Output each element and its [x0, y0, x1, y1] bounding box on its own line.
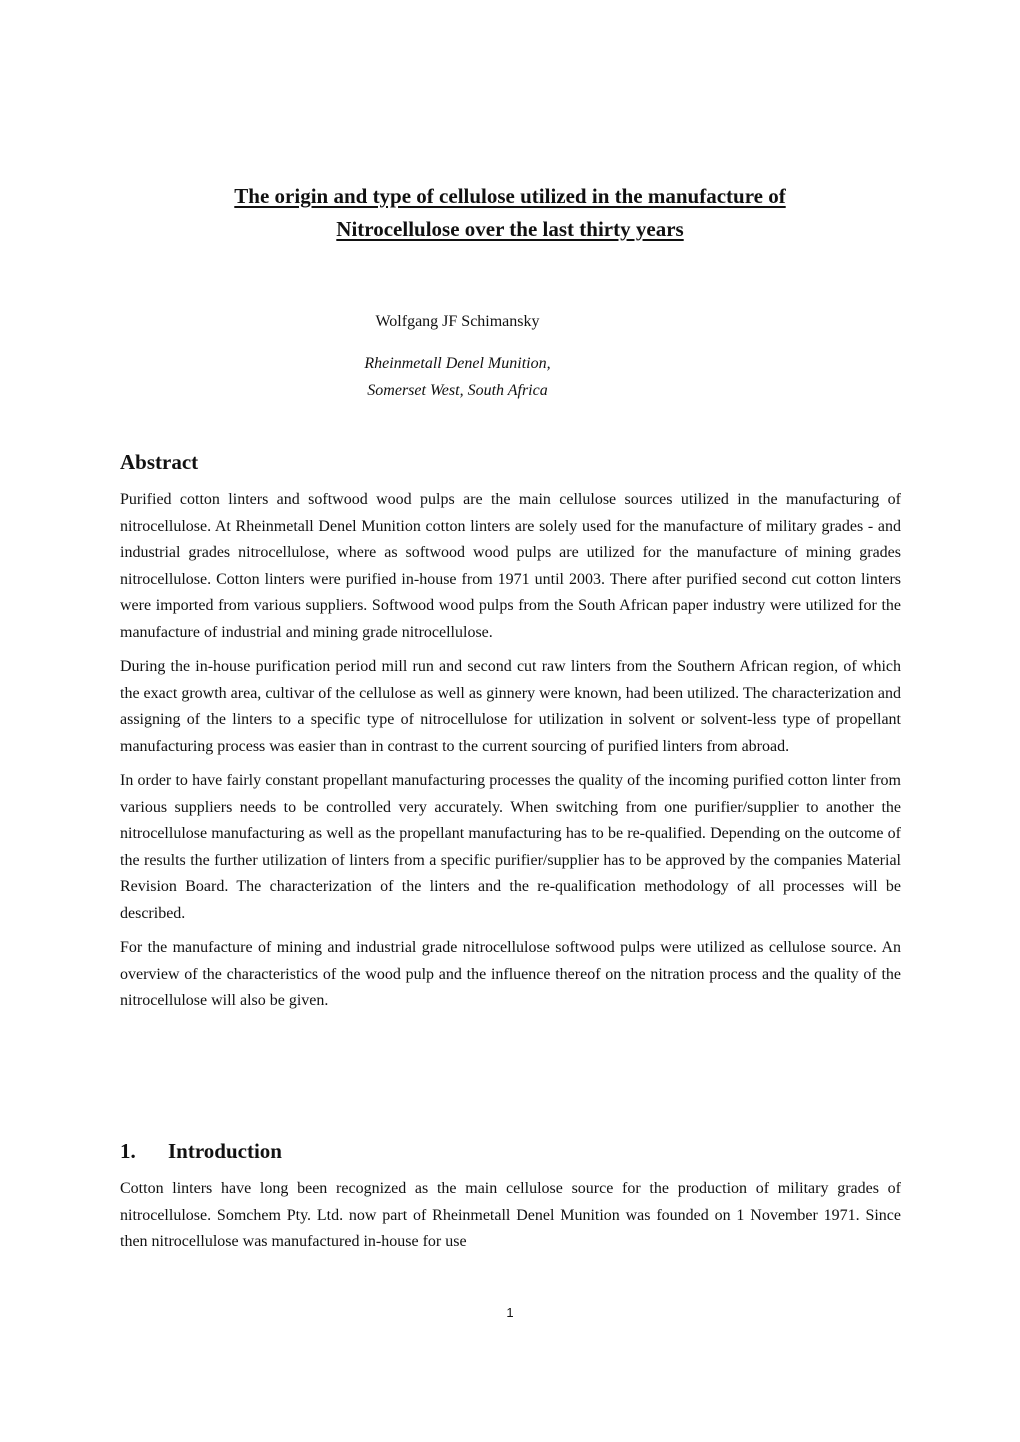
introduction-heading	[120, 1137, 282, 1165]
abstract-heading: Abstract	[120, 450, 199, 474]
abstract-paragraph: In order to have fairly constant propellant manufacturing processes the quality of the incoming purified cotton linter from various suppliers needs to be controlled very accurately. When switching from one purifier/supplier to another the nitrocellulose manufacturing as well as the propellant manufacturing has to be re-qualified. Depending on the outcome of the results the further utilization of linters from a specific purifier/supplier has to be approved by the companies Material Revision Board. The characterization of the linters and the re-qualification methodology of all processes will be described.	[120, 772, 901, 922]
page-number: 1	[506, 1305, 514, 1320]
section-number: 1.	[120, 1139, 136, 1163]
affiliation-line-1: Rheinmetall Denel Munition,	[364, 355, 551, 372]
affiliation-line-2: Somerset West, South Africa	[367, 382, 548, 399]
paper-title	[120, 180, 900, 246]
introduction-paragraph: Cotton linters have long been recognized as the main cellulose source for the production of military grades of nitrocellulose. Somchem Pty. Ltd. now part of Rheinmetall Denel Munition was founded on 1 November 1971. Since then nitrocellulose was manufactured in-house for use	[120, 1180, 901, 1250]
introduction-body	[120, 1176, 901, 1264]
author-name: Wolfgang JF Schimansky	[375, 313, 540, 330]
abstract-paragraph: Purified cotton linters and softwood wood pulps are the main cellulose sources utilized in the manufacturing of nitrocellulose. At Rheinmetall Denel Munition cotton linters are solely used for the manufacture of military grades - and industrial grades nitrocellulose, where as softwood wood pulps are utilized for the manufacture of mining grades nitrocellulose. Cotton linters were purified in-house from 1971 until 2003. There after purified second cut cotton linters were imported from various suppliers. Softwood wood pulps from the South African paper industry were utilized for the manufacture of industrial and mining grade nitrocellulose.	[120, 491, 901, 641]
abstract-paragraph: During the in-house purification period mill run and second cut raw linters from the Southern African region, of which the exact growth area, cultivar of the cellulose as well as ginnery were known, had been utilized. The characterization and assigning of the linters to a specific type of nitrocellulose for utilization in solvent or solvent-less type of propellant manufacturing process was easier than in contrast to the current sourcing of purified linters from abroad.	[120, 658, 901, 755]
title-line-2: Nitrocellulose over the last thirty years	[336, 217, 684, 241]
title-line-1: The origin and type of cellulose utilized in the manufacture of	[234, 184, 786, 208]
section-title: Introduction	[168, 1139, 282, 1163]
abstract-paragraph: For the manufacture of mining and industrial grade nitrocellulose softwood pulps were utilized as cellulose source. An overview of the characteristics of the wood pulp and the influence thereof on the nitration process and the quality of the nitrocellulose will also be given.	[120, 939, 901, 1009]
abstract-body	[120, 487, 901, 1023]
